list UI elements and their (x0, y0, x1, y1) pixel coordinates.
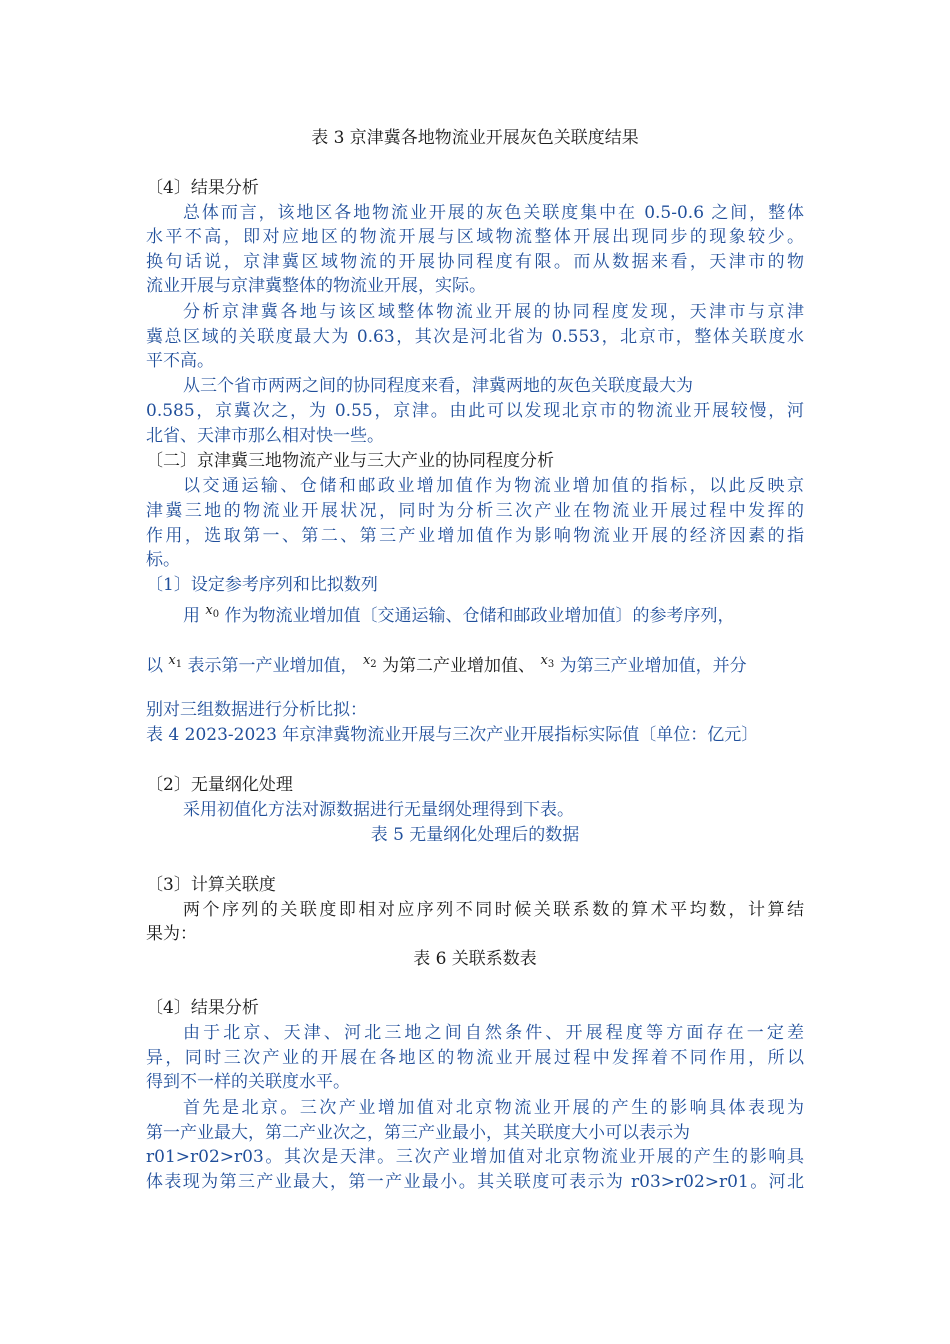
p10-line-1: 由于北京、天津、河北三地之间自然条件、开展程度等方面存在一定差 (183, 1023, 804, 1043)
x1-variable: x1 (168, 653, 183, 670)
p4-line-3: 作用，选取第一、第二、第三产业增加值作为影响物流业开展的经济因素的指 (146, 526, 804, 546)
subsection-2-heading: 〔2〕无量纲化处理 (146, 775, 293, 795)
p10-line-3: 得到不一样的关联度水平。 (146, 1072, 350, 1092)
p3-line-2: 0.585，京冀次之，为 0.55，京津。由此可以发现北京市的物流业开展较慢，河 (146, 401, 804, 421)
p11-line-4: 体表现为第三产业最大，第一产业最小。其关联度可表示为 r03>r02>r01。河北 (146, 1172, 804, 1192)
p11-line-3: r01>r02>r03。其次是天津。三次产业增加值对北京物流业开展的产生的影响具 (146, 1147, 804, 1167)
table6-caption: 表 6 关联系数表 (413, 949, 537, 969)
paragraph-5 (146, 604, 735, 628)
table3-caption: 表 3 京津冀各地物流业开展灰色关联度结果 (311, 128, 639, 148)
p5-text-b: 作为物流业增加值〔交通运输、仓储和邮政业增加值〕的参考序列， (224, 606, 735, 626)
p1-line-4: 流业开展与京津冀整体的物流业开展，实际。 (146, 276, 486, 296)
p3-line-1: 从三个省市两两之间的协同程度来看，津冀两地的灰色关联度最大为 (183, 376, 693, 396)
p4-line-1: 以交通运输、仓储和邮政业增加值作为物流业增加值的指标，以此反映京 (183, 476, 804, 496)
subsection-1-heading: 〔1〕设定参考序列和比拟数列 (146, 575, 378, 595)
section-4-heading: 〔4〕结果分析 (146, 178, 259, 198)
subsection-3-heading: 〔3〕计算关联度 (146, 875, 276, 895)
p4-line-4: 标。 (146, 550, 180, 570)
p2-line-1: 分析京津冀各地与该区域整体物流业开展的协同程度发现，天津市与京津 (183, 302, 804, 322)
paragraph-7: 别对三组数据进行分析比拟： (146, 700, 367, 720)
p1-line-1: 总体而言，该地区各地物流业开展的灰色关联度集中在 0.5-0.6 之间，整体 (183, 203, 804, 223)
p6-text-c: 为第二产业增加值、 (382, 656, 536, 676)
table4-caption: 表 4 2023-2023 年京津冀物流业开展与三次产业开展指标实际值〔单位：亿元〕 (146, 725, 759, 745)
subsection-4-heading: 〔4〕结果分析 (146, 998, 259, 1018)
p3-line-3: 北省、天津市那么相对快一些。 (146, 426, 384, 446)
p9-line-1: 两个序列的关联度即相对应序列不同时候关联系数的算术平均数，计算结 (183, 900, 804, 920)
x3-variable: x3 (540, 653, 555, 670)
p2-line-2: 冀总区域的关联度最大为 0.63，其次是河北省为 0.553，北京市，整体关联度水 (146, 327, 804, 347)
p6-text-b: 表示第一产业增加值， (187, 656, 358, 676)
p6-text-a: 以 (146, 656, 163, 676)
p1-line-2: 水平不高，即对应地区的物流开展与区域物流整体开展出现同步的现象较少。 (146, 227, 804, 247)
x0-variable: x0 (205, 603, 220, 620)
p2-line-3: 平不高。 (146, 351, 214, 371)
p9-line-2: 果为： (146, 924, 197, 944)
p11-line-2: 第一产业最大，第二产业次之，第三产业最小，其关联度大小可以表示为 (146, 1123, 690, 1143)
p5-text-a: 用 (183, 606, 200, 626)
section-2-heading: 〔二〕京津冀三地物流产业与三大产业的协同程度分析 (146, 451, 554, 471)
table5-caption: 表 5 无量纲化处理后的数据 (370, 825, 580, 845)
paragraph-8: 采用初值化方法对源数据进行无量纲处理得到下表。 (183, 800, 574, 820)
p10-line-2: 异，同时三次产业的开展在各地区的物流业开展过程中发挥着不同作用，所以 (146, 1048, 804, 1068)
p1-line-3: 换句话说，京津冀区域物流的开展协同程度有限。而从数据来看，天津市的物 (146, 252, 804, 272)
x2-variable: x2 (362, 653, 377, 670)
p11-line-1: 首先是北京。三次产业增加值对北京物流业开展的产生的影响具体表现为 (183, 1098, 804, 1118)
paragraph-6 (146, 654, 804, 678)
p4-line-2: 津冀三地的物流业开展状况，同时为分析三次产业在物流业开展过程中发挥的 (146, 501, 804, 521)
p6-text-d: 为第三产业增加值，并分 (559, 656, 747, 676)
